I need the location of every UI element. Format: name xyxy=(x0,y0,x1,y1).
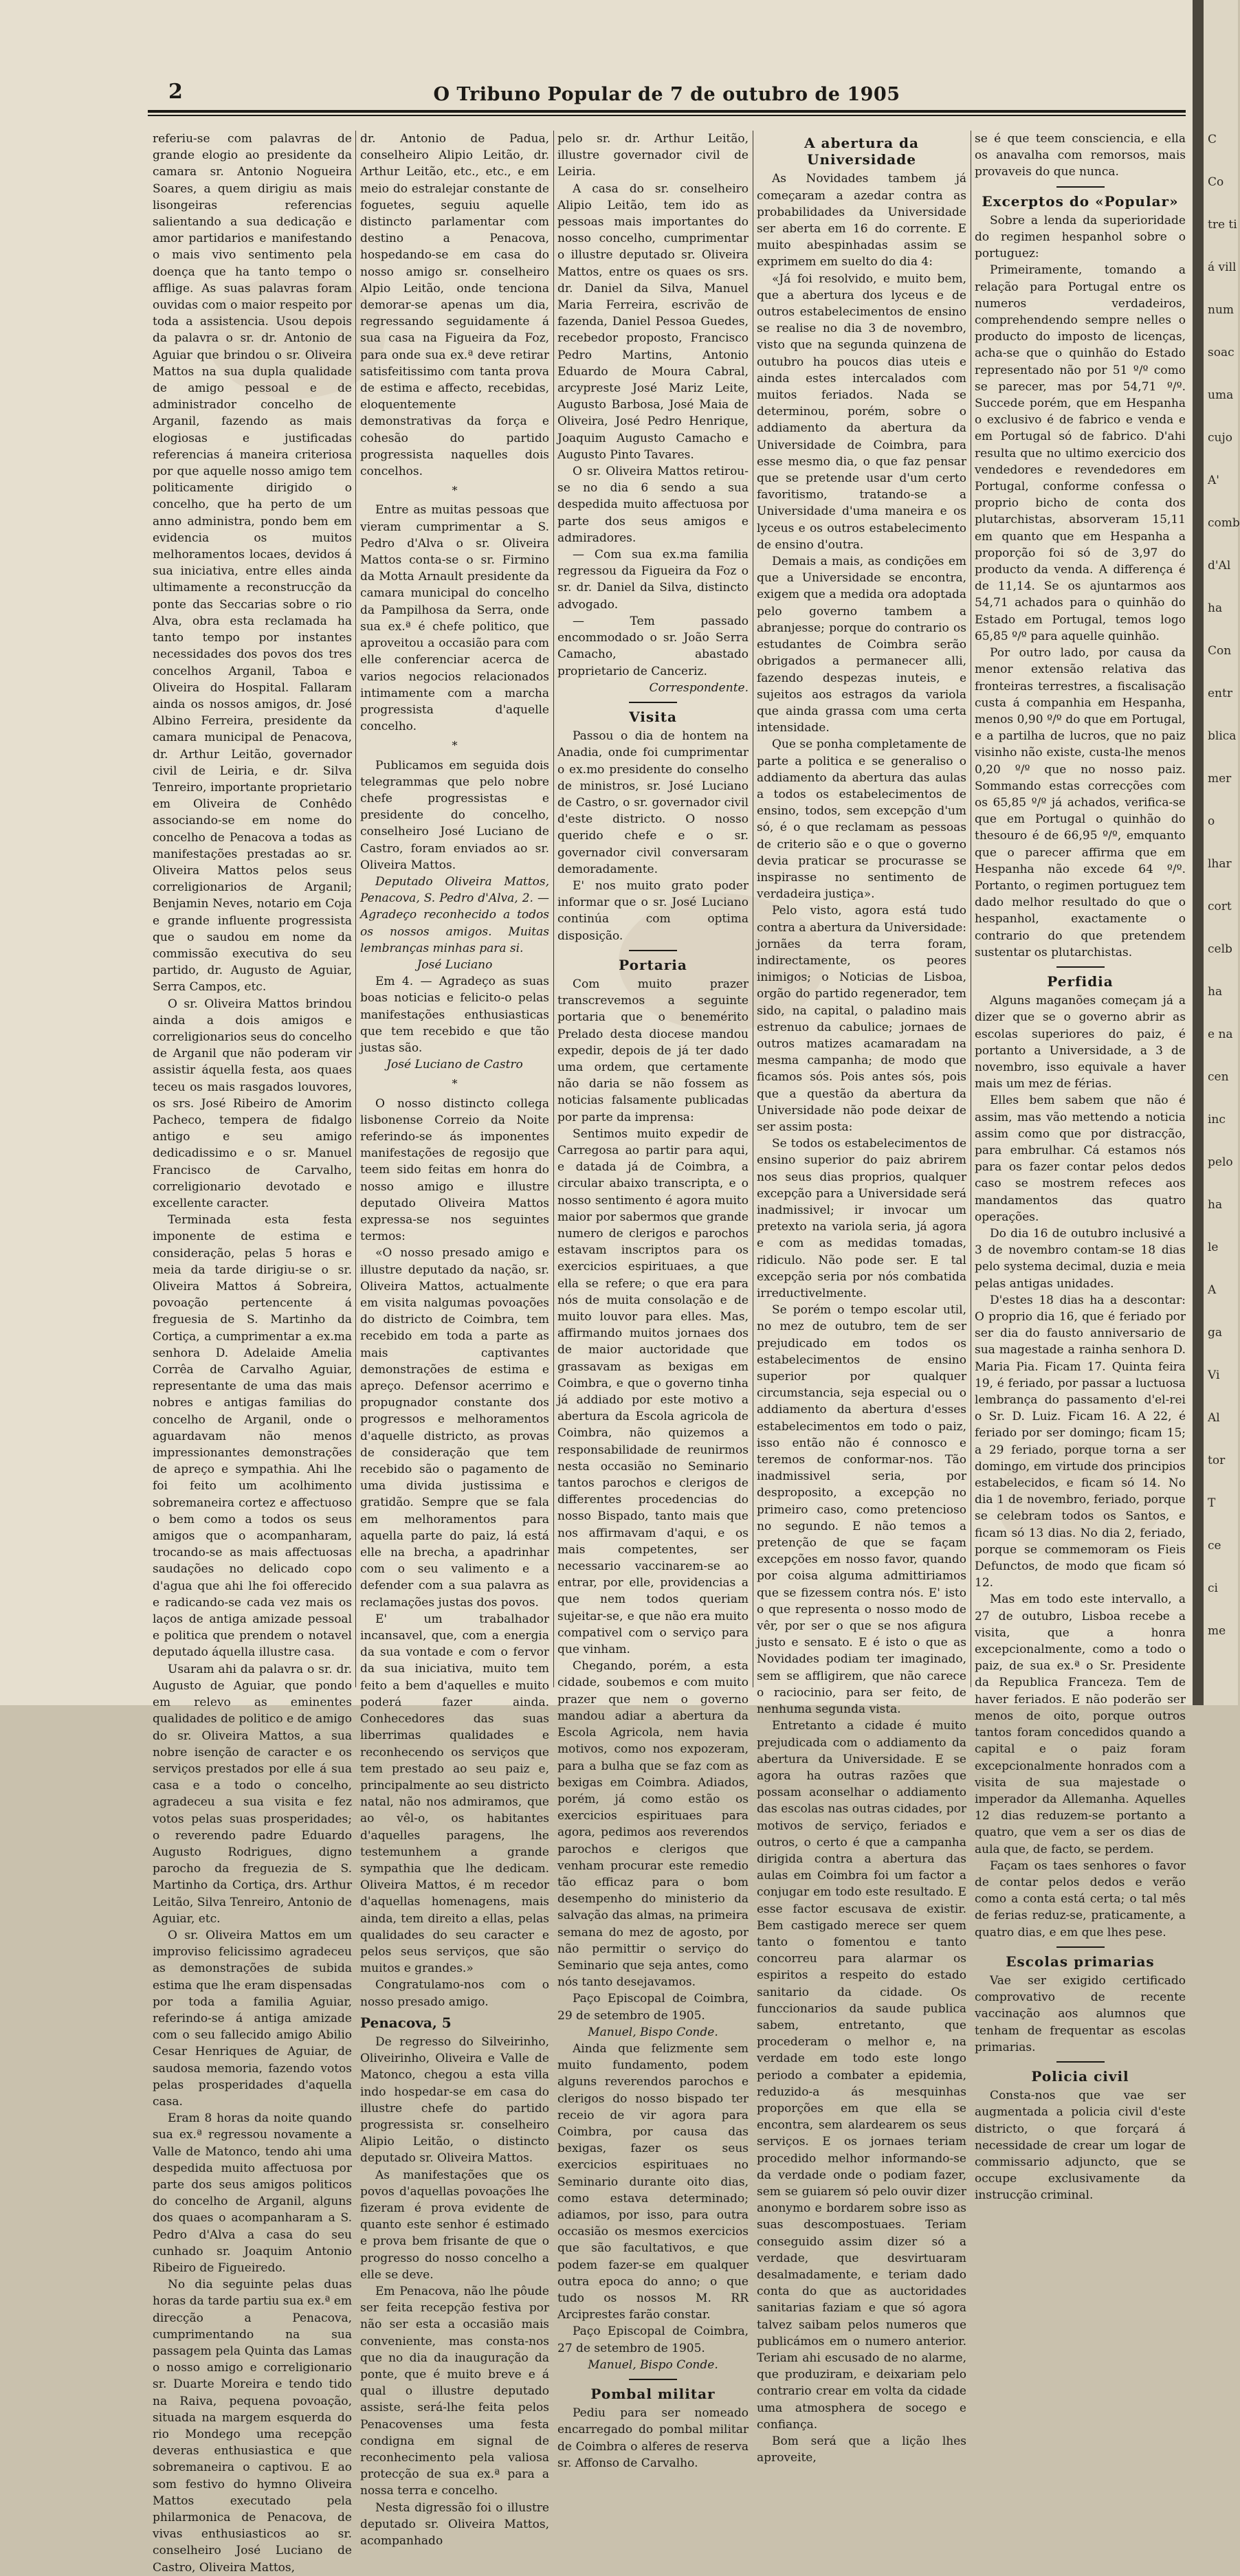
separator xyxy=(629,950,677,951)
signature: José Luciano de Castro xyxy=(386,1058,523,1072)
paragraph: — Tem passado encommodado o sr. João Serra Camacho, abastado proprietario de Canceriz. xyxy=(557,614,749,678)
facing-page-fragment: tor xyxy=(1208,1454,1226,1467)
section-heading: A abertura da Universidade xyxy=(804,135,919,168)
facing-page-fragment: le xyxy=(1208,1241,1219,1254)
paragraph: Pediu para ser nomeado encarregado do pombal militar de Coimbra o alferes de reserva sr. Affonso de Carvalho. xyxy=(557,2406,749,2470)
facing-page-fragment: pelo xyxy=(1208,1155,1233,1169)
section-heading: Escolas primarias xyxy=(1006,1953,1155,1970)
paragraph: Primeiramente, tomando a relação para Portugal entre os numeros verdadeiros, comprehendendo sempre nelles o producto do imposto de licenças, acha-se que o quinhão do Estado representado não por 51 º/º como se parecer, mas por 54,71 º/º. Succede porém, que em Hespanha o exclusivo é de fabrico e venda e em Portugal só de fabrico. D'ahi resulta que no ultimo exercicio dos vendedores e revendedores em Portugal, conforme confessa o proprio bicho de conta dos plutarchistas, absorveram 15,11 em quanto que em Hespanha a proporção foi só de 3,97 do producto da venda. A differença é de 11,14. Se os ajuntarmos aos 54,71 achados para o quinhão do Estado em Portugal, temos logo 65,85 º/º para aquelle quinhão. xyxy=(975,263,1186,643)
facing-page-fragment: Con xyxy=(1208,644,1232,658)
paragraph: Chegando, porém, a esta cidade, soubemos e com muito prazer que nem o governo mandou adiar a abertura da Escola Agricola, nem havia motivos, como nos expozeram, para a bulha que se faz com as bexigas em Coimbra. Adiados, porém, já como estão os exercicios espirituaes para agora, pedimos aos reverendos parochos e clerigos que venham procurar este remedio tão efficaz para o bom desempenho do ministerio da salvação das almas, na primeira semana do mez de agosto, por não permittir o serviço do Seminario que seja antes, como nós tanto desejavamos. xyxy=(557,1659,749,1990)
paragraph: Sentimos muito expedir de Carregosa ao partir para aqui, e datada já de Coimbra, a circular abaixo transcripta, e o nosso sentimento é agora muito maior por sabermos que grande numero de clerigos e parochos estavam inscriptos para os exercicios espirituaes, a que ella se refere; o que era para nós de muita consolação e de muito louvor para elles. Mas, affirmando muitos jornaes dos de maior auctoridade que grassavam as bexigas em Coimbra, e que o governo tinha já addiado por este motivo a abertura da Escola agricola de Coimbra, não quizemos a responsabilidade de reunirmos nesta occasião no Seminario tantos parochos e clerigos de differentes procedencias do nosso Bispado, tanto mais que nos affirmavam d'aqui, e os mais competentes, ser necessario vaccinarem-se ao entrar, por elle, providencias a que nem todos queriam sujeitar-se, e que não era muito compativel com o serviço para que vinham. xyxy=(557,1126,749,1657)
section-heading: Penacova, 5 xyxy=(360,2014,452,2031)
paragraph: Alguns maganões começam já a dizer que se o governo abrir as escolas superiores do paiz, é portanto a Universidade, a 3 de novembro, isso equivale a haver mais um mez de férias. xyxy=(975,994,1186,1091)
signature: Manuel, Bispo Conde. xyxy=(588,2357,718,2372)
facing-page-fragment: soac xyxy=(1208,346,1235,359)
paragraph: «Já foi resolvido, e muito bem, que a abertura dos lyceus e de outros estabelecimentos de ensino se realise no dia 3 de novembro, visto que na segunda quinzena de outubro ha poucos dias uteis e ainda estes intercalados com muitos feriados. Nada se determinou, porém, sobre o addiamento da abertura da Universidade de Coimbra, para esse mesmo dia, o que faz pensar que se pretende usar d'um certo favoritismo, tratando-se a Universidade d'uma maneira e os lyceus e os outros estabelecimento de ensino d'outra. xyxy=(757,271,966,552)
column-3 xyxy=(557,131,749,2470)
paragraph: Se todos os estabelecimentos de ensino superior do paiz abrirem nos seus dias proprios, qualquer excepção para a Universidade será inadmissivel; ir invocar um pretexto na variola seria, já agora e com as medidas tomadas, ridiculo. Não pode ser. E tal excepção seria por nós combatida irreductivelmente. xyxy=(757,1137,966,1301)
facing-page-edge xyxy=(1204,0,1238,1705)
paragraph: referiu-se com palavras de grande elogio ao presidente da camara sr. Antonio Nogueira Soares, a quem dirigiu as mais lisongeiras referencias salientando a sua dedicação e amor partidarios e manifestando o mais vivo sentimento pela doença que ha tanto tempo o afflige. As suas palavras foram ouvidas com o maior respeito por toda a assistencia. Usou depois da palavra o sr. dr. Antonio de Aguiar que brindou o sr. Oliveira Mattos na sua dupla qualidade de amigo pessoal e de administrador concelho de Arganil, fazendo as mais elogiosas e justificadas referencias á maneira criteriosa por que aquelle nosso amigo tem politicamente dirigido o concelho, que ha perto de um anno administra, pondo bem em evidencia os muitos melhoramentos locaes, devidos á sua iniciativa, entre elles ainda ultimamente a reconstrucção da ponte das Seccarias sobre o rio Alva, obra esta reclamada ha tanto tempo por instantes necessidades dos povos dos tres concelhos Arganil, Taboa e Oliveira do Hospital. Fallaram ainda os nossos amigos, dr. José Albino Ferreira, presidente da camara municipal de Penacova, dr. Arthur Leitão, governador civil de Leiria, e dr. Silva Tenreiro, importante proprietario em Oliveira de Conhêdo associando-se em nome do concelho de Penacova a todas as manifestações prestadas ao sr. Oliveira Mattos pelos seus correligionarios de Arganil; Benjamin Neves, notario em Coja e grande influente progressista que o saudou em nome da commissão executiva do seu partido, dr. Augusto de Aguiar, Serra Campos, etc. xyxy=(153,132,352,995)
facing-page-fragment: inc xyxy=(1208,1113,1226,1126)
separator xyxy=(629,702,677,703)
column-2 xyxy=(360,131,549,2549)
facing-page-fragment: cort xyxy=(1208,900,1232,913)
paragraph: Congratulamo-nos com o nosso presado amigo. xyxy=(360,1978,549,2009)
paragraph: E' um trabalhador incansavel, que, com a energia da sua vontade e com o fervor da sua iniciativa, muito tem feito a bem d'aquelles e muito poderá fazer ainda. Conhecedores das suas liberrimas qualidades e reconhecendo os serviços que tem prestado ao seu paiz e, principalmente ao seu districto natal, não nos admiramos, que ao vêl-o, os habitantes d'aquelles paragens, lhe testemunhem a grande sympathia que lhe dedicam. Oliveira Mattos, é m recedor d'aquellas homenagens, mais ainda, tem direito a ellas, pelas qualidades do seu caracter e pelos seus serviços, que são muitos e grandes.» xyxy=(360,1612,549,1976)
facing-page-fragment: num xyxy=(1208,303,1235,317)
paragraph: Entretanto a cidade é muito prejudicada com o addiamento da abertura da Universidade. E se agora ha outras razões que possam aconselhar o addiamento das escolas nas outras cidades, por motivos de serviço, feriados e outros, o certo é que a campanha dirigida contra a abertura das aulas em Coimbra foi um factor a conjugar em todo este resultado. E esse factor escusava de existir. Bem castigado merece ser quem tanto o fomentou e tanto concorreu para alarmar os espiritos a respeito do estado sanitario da cidade. Os funccionarios da saude publica sabem, entretanto, que procederam o melhor e, na verdade em todo este longo periodo a combater a epidemia, reduzido-a ás mesquinhas proporções em que ella se encontra, sem alardearem os seus serviços. E os jornaes teriam procedido melhor informando-se da verdade onde o podiam fazer, sem se guiarem só pelo ouvir dizer anonymo e bordarem sobre isso as suas descompostuaes. Teriam conseguido assim dizer só a verdade, que desvirtuaram desalmadamente, e teriam dado conta do que as auctoridades sanitarias faziam e que só agora talvez saibam pelos numeros que publicámos em o numero anterior. Teriam ahi escusado de no alarme, que produziram, e deixariam pelo contrario crear em volta da cidade uma atmosphera de socego e confiança. xyxy=(757,1719,966,2432)
separator xyxy=(1056,966,1105,968)
facing-page-fragment: celb xyxy=(1208,942,1232,956)
section-heading: Visita xyxy=(629,708,677,725)
facing-page-fragment: o xyxy=(1208,814,1215,828)
facing-page-fragment: ha xyxy=(1208,1198,1223,1212)
paragraph: Pelo visto, agora está tudo contra a abertura da Universidade: jornães da terra foram, indirectamente, os peores inimigos; o Noticias de Lisboa, orgão do partido regenerador, tem sido, na capital, o paladino mais estrenuo da cabulice; jornaes de outros matizes acamaradam na mesma campanha; de modo que ficamos sós. Pois antes sós, pois que a questão da abertura da Universidade não pode deixar de ser assim posta: xyxy=(757,904,966,1134)
facing-page-fragment: blica xyxy=(1208,729,1237,743)
section-star: * xyxy=(452,739,458,753)
facing-page-fragment: lhar xyxy=(1208,857,1232,871)
paragraph: O sr. Oliveira Mattos em um improviso felicissimo agradeceu as demonstrações de subida estima que lhe eram dispensadas por toda a familia Aguiar, referindo-se á antiga amizade com o seu fallecido amigo Abilio Cesar Henriques de Aguiar, de saudosa memoria, fazendo votos pelas prosperidades d'aquella casa. xyxy=(153,1928,352,2109)
facing-page-fragment: A' xyxy=(1208,474,1219,487)
facing-page-fragment: me xyxy=(1208,1624,1226,1638)
paragraph: Demais a mais, as condições em que a Universidade se encontra, exigem que a medida ora adoptada pelo governo tambem a abranjesse; porque do contrario os estudantes de Coimbra serão obrigados a permanecer alli, fazendo despezas inuteis, e sujeitos aos estragos da variola que ainda grassa com uma certa intensidade. xyxy=(757,555,966,735)
paragraph: Sobre a lenda da superioridade do regimen hespanhol sobre o portuguez: xyxy=(975,213,1186,261)
separator xyxy=(1056,1946,1105,1948)
facing-page-fragment: Al xyxy=(1208,1411,1220,1425)
signature: Correspondente. xyxy=(649,680,749,695)
paragraph: As manifestações que os povos d'aquellas povoações lhe fizeram é prova evidente de quanto este senhor é estimado e prova bem frisante de que o progresso do nosso concelho a elle se deve. xyxy=(360,2168,549,2282)
facing-page-fragment: tre ti xyxy=(1208,218,1237,232)
section-heading: Policia civil xyxy=(1031,2067,1129,2085)
paragraph: pelo sr. dr. Arthur Leitão, illustre governador civil de Leiria. xyxy=(557,132,749,179)
paragraph: As Novidades tambem já começaram a azedar contra as probabilidades da Universidade ser aberta em 16 do corrente. E muito abespinhadas assim se exprimem em suelto do dia 4: xyxy=(757,172,966,269)
page-header xyxy=(148,81,1186,109)
paragraph: A casa do sr. conselheiro Alipio Leitão, tem ido as pessoas mais importantes do nosso concelho, cumprimentar o illustre deputado sr. Oliveira Mattos, entre os quaes os srs. dr. Daniel da Silva, Manuel Maria Ferreira, escrivão de fazenda, Daniel Pessoa Guedes, recebedor proposto, Francisco Pedro Martins, Antonio Eduardo de Moura Cabral, arcypreste José Mariz Leite, Augusto Barbosa, José Maia de Oliveira, José Pedro Henrique, Joaquim Augusto Camacho e Augusto Pinto Tavares. xyxy=(557,181,749,462)
paragraph: Passou o dia de hontem na Anadia, onde foi cumprimentar o ex.mo presidente do conselho de ministros, sr. José Luciano de Castro, o sr. governador civil d'este districto. O nosso querido chefe e o sr. governador civil conversaram demoradamente. xyxy=(557,729,749,876)
paragraph: Por outro lado, por causa da menor extensão relativa das fronteiras terrestres, a fiscalisação custa á companhia em Hespanha, menos 0,90 º/º do que em Portugal, e a partilha de lucros, que no paiz visinho não existe, custa-lhe menos 0,20 º/º que no nosso paiz. Sommando estas correcções com os 65,85 º/º já achados, verifica-se que em Portugal o quinhão do thesouro é de 66,95 º/º, emquanto que o parecer affirma que em Hespanha não excede 64 º/º. Portanto, o regimen portuguez tem dado melhor resultado do que o hespanhol, exactamente o contrario do que pretendem sustentar os plutarchistas. xyxy=(975,646,1186,959)
facing-page-fragment: ha xyxy=(1208,601,1223,615)
header-rule xyxy=(148,110,1186,113)
telegram: Deputado Oliveira Mattos, Penacova, S. Pedro d'Alva, 2. — Agradeço reconhecido a todos os nossos amigos. Muitas lembranças minhas para si. xyxy=(360,874,549,955)
section-heading: Excerptos do «Popular» xyxy=(982,192,1179,210)
paragraph: Com muito prazer transcrevemos a seguinte portaria que o benemérito Prelado desta diocese mandou expedir, depois de já ter dado uma ordem, que certamente não daria se não fossem as noticias falsamente publicadas por parte da imprensa: xyxy=(557,977,749,1124)
section-star: * xyxy=(452,1077,458,1091)
facing-page-fragment: mer xyxy=(1208,772,1232,786)
facing-page-fragment: C xyxy=(1208,133,1217,146)
masthead: O Tribuno Popular de 7 de outubro de 1905 xyxy=(433,84,900,105)
paragraph: E' nos muito grato poder informar que o sr. José Luciano continúa com optima disposição. xyxy=(557,878,749,943)
telegram: Em 4. — Agradeço as suas boas noticias e felicito-o pelas manifestações enthusiasticas que tem recebido e que tão justas são. xyxy=(360,975,549,1055)
facing-page-fragment: ha xyxy=(1208,985,1223,999)
paragraph: O sr. Oliveira Mattos retirou-se no dia 6 sendo a sua despedida muito affectuosa por parte dos seus amigos e admiradores. xyxy=(557,465,749,545)
facing-page-fragment: cen xyxy=(1208,1070,1229,1084)
paragraph: Que se ponha completamente de parte a politica e se generaliso o addiamento da abertura das aulas a todos os estabelecimentos de ensino, todos, sem excepção d'um só, é o que reclamam as pessoas de criterio são e o que o governo devia praticar se procurasse se inspirasse no sentimento de verdadeira justiça». xyxy=(757,737,966,902)
facing-page-fragment: ci xyxy=(1208,1581,1218,1595)
section-heading: Portaria xyxy=(619,956,687,973)
facing-page-fragment: cujo xyxy=(1208,431,1232,445)
section-star: * xyxy=(452,484,458,498)
paragraph: Vae ser exigido certificado comprovativo de recente vaccinação aos alumnos que tenham de frequentar as escolas primarias. xyxy=(975,1973,1186,2054)
paragraph: Façam os taes senhores o favor de contar pelos dedos e verão como a conta está certa; o tal mês de ferias reduz-se, praticamente, a quatro dias, e em que lhes pese. xyxy=(975,1858,1186,1940)
paragraph: Do dia 16 de outubro inclusivé a 3 de novembro contam-se 18 dias pelo systema decimal, duzia e meia pelas antigas unidades. xyxy=(975,1227,1186,1291)
separator xyxy=(1056,2061,1105,2063)
facing-page-fragment: ga xyxy=(1208,1326,1223,1340)
facing-page-fragment: d'Al xyxy=(1208,559,1231,573)
paragraph: Se porém o tempo escolar util, no mez de outubro, tem de ser prejudicado em todos os estabelecimentos de ensino superior por qualquer circumstancia, seja especial ou o addiamento da abertura d'esses estabelecimentos em todo o paiz, isso então não é connosco e teremos de conformar-nos. Tão inadmissivel seria, por desproposito, a excepção no primeiro caso, como pretencioso no segundo. E não temos a pretenção de que se façam excepções em nosso favor, quando por coisa alguma admittiriamos que se fizessem contra nós. E' isto o que representa o nosso modo de vêr, por ser o que se nos afigura justo e sensato. E é isto o que as Novidades podiam ter imaginado, sem se affligirem, que não carece o raciocinio, para ser feito, de nenhuma segunda vista. xyxy=(757,1303,966,1717)
paragraph: O nosso distincto collega lisbonense Correio da Noite referindo-se ás imponentes manifestações de regosijo que teem sido feitas em honra do nosso amigo e illustre deputado Oliveira Mattos expressa-se nos seguintes termos: xyxy=(360,1096,549,1244)
column-5 xyxy=(975,131,1186,2203)
facing-page-fragment: ce xyxy=(1208,1539,1221,1553)
facing-page-fragment: e na xyxy=(1208,1028,1233,1041)
paragraph: No dia seguinte pelas duas horas da tarde partiu sua ex.ª em direcção a Penacova, cumprimentando na sua passagem pela Quinta das Lamas o nosso amigo e correligionario sr. Duarte Moreira e tendo tido na Raiva, pequena povoação, situada na margem esquerda do rio Mondego uma recepção deveras enthusiastica e que sobremaneira o captivou. E ao som festivo do hymno Oliveira Mattos executado pela philarmonica de Penacova, de vivas enthusiasticos ao sr. conselheiro José Luciano de Castro, Oliveira Mattos, xyxy=(153,2278,352,2575)
paragraph: Bom será que a lição lhes aproveite, xyxy=(757,2434,966,2465)
section-heading: Perfidia xyxy=(1047,973,1114,990)
paragraph: se é que teem consciencia, e ella os anavalha com remorsos, mais provaveis do que nunca. xyxy=(975,132,1186,179)
paragraph: Usaram ahi da palavra o sr. dr. Augusto de Aguiar, que pondo em relevo as eminentes qualidades de politico e de amigo do sr. Oliveira Mattos, a sua nobre isenção de caracter e os serviços prestados por elle á sua casa e a todo o concelho, agradeceu a sua visita e fez votos pelas suas prosperidades; o reverendo padre Eduardo Augusto Rodrigues, digno parocho da freguezia de S. Martinho da Cortiça, drs. Arthur Leitão, Silva Tenreiro, Antonio de Aguiar, etc. xyxy=(153,1662,352,1926)
paragraph: D'estes 18 dias ha a descontar: O proprio dia 16, que é feriado por ser dia do fausto anniversario de sua magestade a rainha senhora D. Maria Pia. Ficam 17. Quinta feira 19, é feriado, por passar a luctuosa lembrança do passamento d'el-rei o Sr. D. Luiz. Ficam 16. A 22, é feriado por ser domingo; ficam 15; a 29 feriado, porque torna a ser domingo, em virtude dos principios estabelecidos, e ficam só 14. No dia 1 de novembro, feriado, porque se celebram todos os Santos, e ficam só 13 dias. No dia 2, feriado, porque se commemoram os Fieis Defunctos, de modo que ficam só 12. xyxy=(975,1293,1186,1590)
signature: José Luciano xyxy=(417,957,493,972)
facing-page-fragment: T xyxy=(1208,1496,1216,1510)
header-rule-thin xyxy=(148,115,1186,116)
paragraph: Ainda que felizmente sem muito fundamento, podem alguns reverendos parochos e clerigos do nosso bispado ter receio de vir agora para Coimbra, por causa das bexigas, fazer os seus exercicios espirituaes no Seminario durante oito dias, como estava determinado; adiamos, por isso, para outra occasião os mesmos exercicios que são facultativos, e que podem fazer-se em qualquer outra epoca do anno; o que tudo os nossos M. RR Arciprestes farão constar. xyxy=(557,2041,749,2322)
paragraph: dr. Antonio de Padua, conselheiro Alipio Leitão, dr. Arthur Leitão, etc., etc., e em meio do estralejar constante de foguetes, seguiu aquelle distincto parlamentar com destino a Penacova, hospedando-se em casa do nosso amigo sr. conselheiro Alpio Leitão, onde tencionа demorar-se apenas um dia, regressando seguidamente á sua casa na Figueira da Foz, para onde sua ex.ª deve retirar satisfeitissimo com tanta prova de estima e affecto, recebidas, eloquentemente demonstrativas da força e cohesão do partido progressista naquelles dois concelhos. xyxy=(360,132,549,479)
paragraph: «O nosso presado amigo e illustre deputado da nação, sr. Oliveira Mattos, actualmente em visita nalgumas povoações do districto de Coimbra, tem recebido em toda a parte as mais captivantes demonstrações de estima e apreço. Defensor acerrimo e propugnador constante dos progressos e melhoramentos d'aquelle districto, as provas de consideração que tem recebido são o pagamento de uma divida justissima e gratidão. Sempre que se fala em melhoramentos para aquella parte do paiz, lá está elle na brecha, a apadrinhar com o seu valimento e a defender com a sua palavra as reclamações justas dos povos. xyxy=(360,1246,549,1610)
facing-page-fragment: Vi xyxy=(1208,1368,1220,1382)
facing-page-fragment: uma xyxy=(1208,388,1234,402)
paragraph: Publicamos em seguida dois telegrammas que pelo nobre chefe progressistas e presidente do concelho, conselheiro José Luciano de Castro, foram enviados ao sr. Oliveira Mattos. xyxy=(360,758,549,872)
facing-page-fragment: á vill xyxy=(1208,260,1237,274)
facing-page-fragment: entr xyxy=(1208,687,1232,700)
paragraph: — Com sua ex.ma familia regressou da Figueira da Foz o sr. dr. Daniel da Silva, distincto advogado. xyxy=(557,548,749,612)
paragraph: Terminada esta festa imponente de estima e consideração, pelas 5 horas e meia da tarde dirigiu-se o sr. Oliveira Mattos á Sobreira, povoação pertencente á freguesia de S. Martinho da Cortiça, a cumprimentar a ex.ma senhora D. Adelaide Amelia Corrêa de Carvalho Aguiar, representante de uma das mais nobres e antigas familias do concelho de Arganil, onde o aguardavam não menos impressionantes demonstrações de apreço e sympathia. Ahi lhe foi feito um acolhimento sobremaneira cortez e affectuoso o bem como a todos os seus amigos que o acompanharam, trocando-se as mais affectuosas saudações no delicado copo d'agua que ahi lhe foi offerecido e radicando-se cada vez mais os laços de antiga amizade pessoal e politica que prendem o notavel deputado áquella illustre casa. xyxy=(153,1213,352,1660)
page-gutter xyxy=(1193,0,1204,1705)
facing-page-fragment: comb xyxy=(1208,516,1240,530)
column-divider xyxy=(355,131,356,1687)
paragraph: Entre as muitas pessoas que vieram cumprimentar a S. Pedro d'Alva o sr. Oliveira Mattos conta-se o sr. Firmino da Motta Arnault presidente da camara municipal do concelho da Pampilhosa da Serra, onde sua ex.ª é chefe politico, que aproveitou a occasião para com elle conferenciar acerca de varios negocios relacionados intimamente com a marcha progressista d'aquelle concelho. xyxy=(360,503,549,734)
paragraph: Consta-nos que vae ser augmentada a policia civil d'este districto, o que forçará á necessidade de crear um logar de commissario adjuncto, que se occupe exclusivamente da instrucção criminal. xyxy=(975,2089,1186,2203)
paragraph: Paço Episcopal de Coimbra, 27 de setembro de 1905. xyxy=(557,2324,749,2355)
paragraph: Mas em todo este intervallo, a 27 de outubro, Lisboa recebe a visita, que a honra excepcionalmente, como a todo o paiz, de sua ex.ª o Sr. Presidente da Republica Franceza. Tem de haver feriados. E não poderão ser menos de oito, porque outros tantos foram concedidos quando a capital e o paiz foram excepcionalmente honrados com a visita de sua majestade o imperador da Allemanha. Aquelles 12 dias reduzem-se portanto a quatro, que vem a ser os dias de aula que, de facto, se perdem. xyxy=(975,1592,1186,1856)
section-heading: Pombal militar xyxy=(590,2386,716,2403)
paragraph: Nesta digressão foi o illustre deputado sr. Oliveira Mattos, acompanhado xyxy=(360,2500,549,2549)
paragraph: O sr. Oliveira Mattos brindou ainda a dois amigos e correligionarios seus do concelho de Arganil que não poderam vir assistir áquella festa, aos quaes teceu os mais rasgados louvores, os srs. José Ribeiro de Amorim Pacheco, tempera de fidalgo antigo e seu amigo dedicadissimo e o sr. Manuel Francisco de Carvalho, correligionario devotado e excellente caracter. xyxy=(153,997,352,1210)
paragraph: De regresso do Silveirinho, Oliveirinho, Oliveira e Valle de Matonco, chegou a esta villa indo hospedar-se em casa do illustre chefe do partido progressista sr. conselheiro Alipio Leitão, o distincto deputado sr. Oliveira Mattos. xyxy=(360,2034,549,2166)
column-divider xyxy=(553,131,554,1687)
separator xyxy=(629,2379,677,2380)
signature: Manuel, Bispo Conde. xyxy=(588,2025,718,2039)
paragraph: Paço Episcopal de Coimbra, 29 de setembro de 1905. xyxy=(557,1992,749,2023)
paragraph: Eram 8 horas da noite quando sua ex.ª regressou novamente a Valle de Matonco, tendo ahi uma despedida muito affectuosa por parte dos seus amigos politicos do concelho de Arganil, alguns dos quaes o acompanharam a S. Pedro d'Alva a casa do seu cunhado sr. Joaquim Antonio Ribeiro de Figueiredo. xyxy=(153,2111,352,2275)
facing-page-fragment: Co xyxy=(1208,175,1224,189)
page-number: 2 xyxy=(168,80,183,104)
column-1 xyxy=(153,131,352,2575)
paragraph: Elles bem sabem que não é assim, mas vão mettendo a noticia assim como que por distracção, para embrulhar. Cá estamos nós para os fazer contar pelos dedos caso se mostrem refeces aos mandamentos das quatro operações. xyxy=(975,1093,1186,1224)
separator xyxy=(1056,186,1105,188)
paragraph: Em Penacova, não lhe pôude ser feita recepção festiva por não ser esta a occasião mais conveniente, mas consta-nos que no dia da inauguração da ponte, que é muito breve e á qual o illustre deputado assiste, será-lhe feita pelos Penacovenses uma festa condigna em signal de reconhecimento pela valiosa protecção de sua ex.ª para a nossa terra e concelho. xyxy=(360,2285,549,2498)
column-4 xyxy=(757,131,966,2465)
facing-page-fragment: A xyxy=(1208,1283,1217,1297)
